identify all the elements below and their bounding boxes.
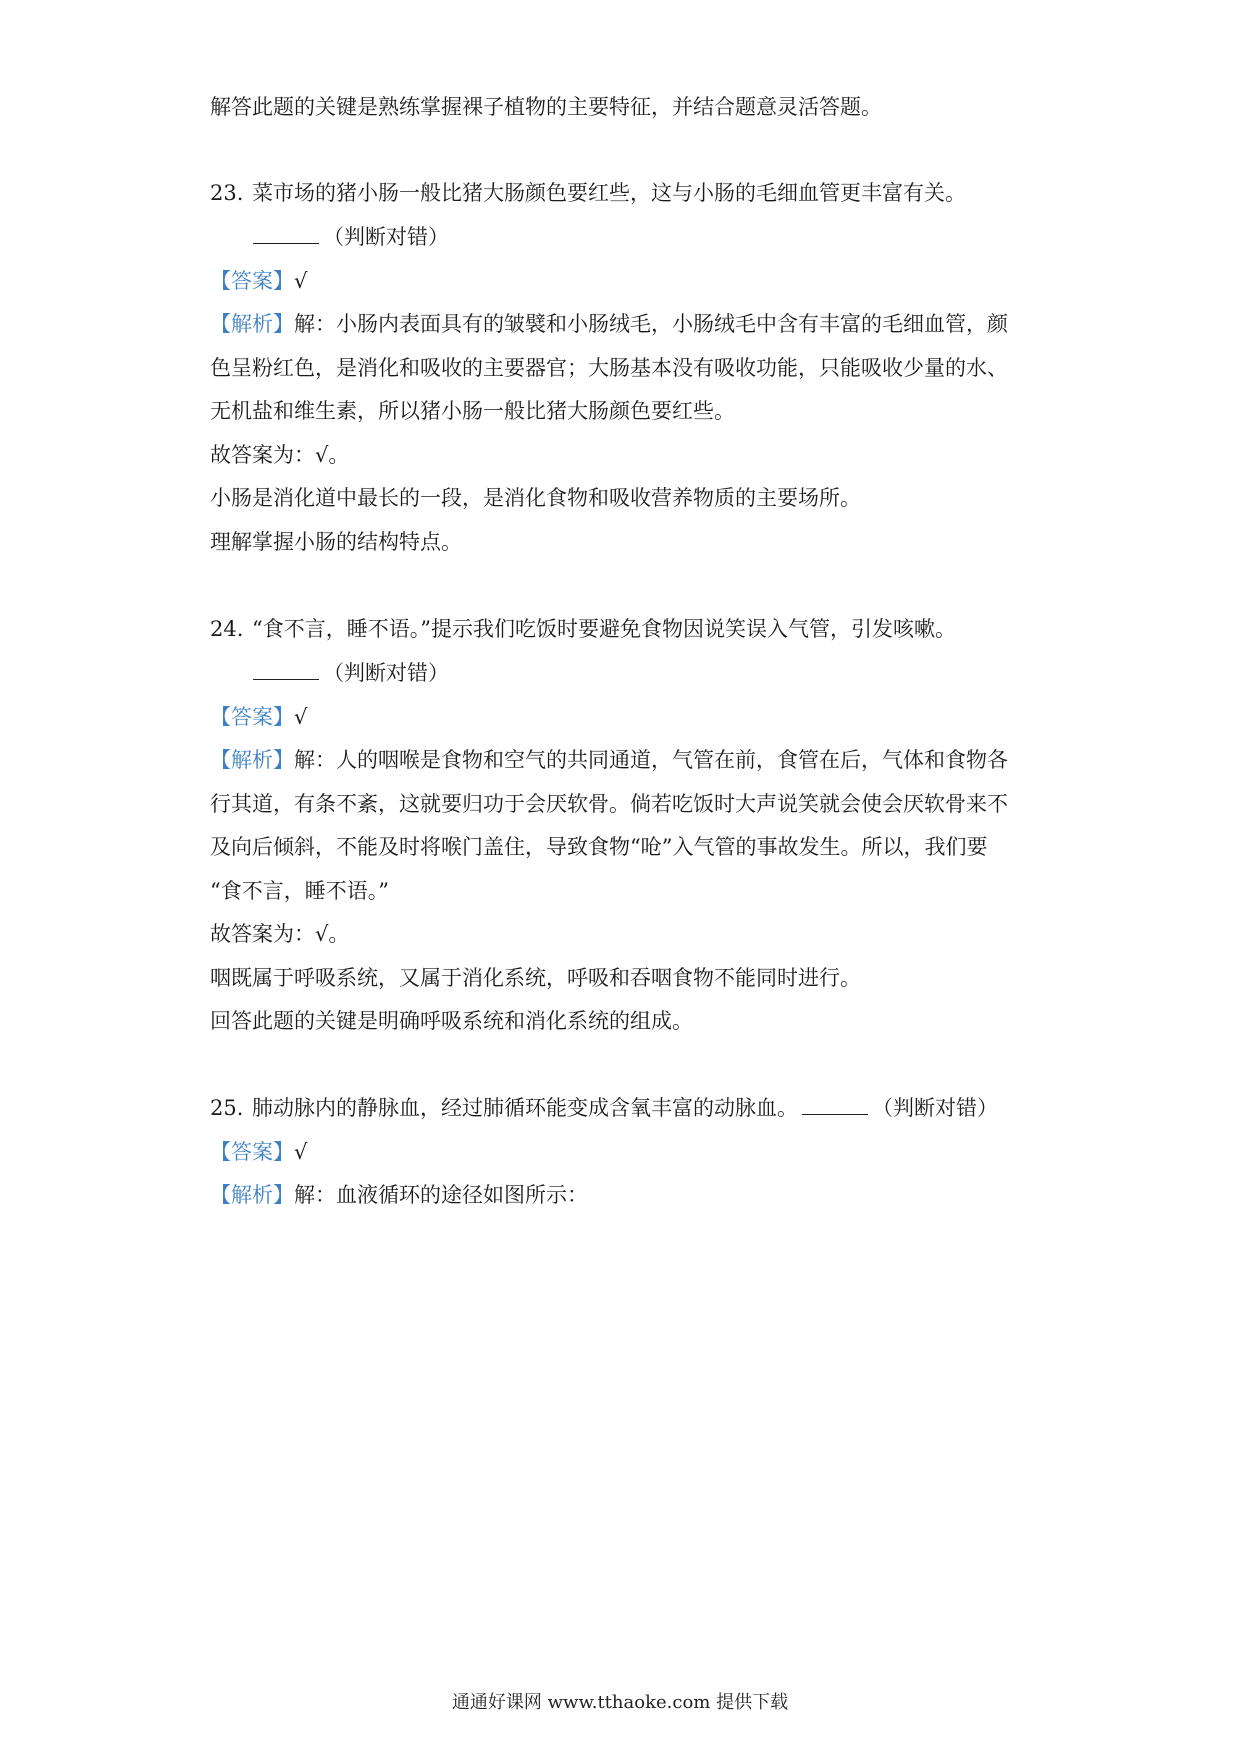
answer-tag: 【答案】 (210, 269, 294, 293)
note-23-1: 小肠是消化道中最长的一段，是消化食物和吸收营养物质的主要场所。 (210, 486, 861, 510)
question-23-blank-line (253, 222, 1093, 252)
answer-blank (253, 659, 319, 680)
answer-24 (210, 702, 1050, 732)
analysis-tag: 【解析】 (210, 748, 294, 772)
analysis-text: 解：人的咽喉是食物和空气的共同通道，气管在前，食管在后，气体和食物各 (294, 748, 1008, 772)
answer-23 (210, 266, 1050, 296)
question-24-blank-line (253, 658, 1093, 688)
answer-value: √ (294, 705, 308, 729)
page-footer: 通通好课网 www.tthaoke.com 提供下载 (451, 1692, 789, 1713)
analysis-23-line-1 (210, 309, 1050, 339)
answer-tag: 【答案】 (210, 705, 294, 729)
question-text: “食不言，睡不语。”提示我们吃饭时要避免食物因说笑误入气管，引发咳嗽。 (252, 617, 956, 641)
answer-blank (253, 223, 319, 244)
question-number: 23. (210, 181, 244, 205)
analysis-23-line-3: 无机盐和维生素，所以猪小肠一般比猪大肠颜色要红些。 (210, 399, 735, 423)
analysis-24-line-2: 行其道，有条不紊，这就要归功于会厌软骨。倘若吃饭时大声说笑就会使会厌软骨来不 (210, 792, 1008, 816)
intro-text: 解答此题的关键是熟练掌握裸子植物的主要特征，并结合题意灵活答题。 (210, 95, 882, 119)
analysis-tag: 【解析】 (210, 1183, 294, 1207)
question-text: 菜市场的猪小肠一般比猪大肠颜色要红些，这与小肠的毛细血管更丰富有关。 (252, 181, 966, 205)
note-24-1: 咽既属于呼吸系统，又属于消化系统，呼吸和吞咽食物不能同时进行。 (210, 966, 861, 990)
question-23 (210, 178, 1050, 208)
note-24-2: 回答此题的关键是明确呼吸系统和消化系统的组成。 (210, 1009, 693, 1033)
analysis-text: 解：小肠内表面具有的皱襞和小肠绒毛，小肠绒毛中含有丰富的毛细血管，颜 (294, 312, 1008, 336)
question-number: 24. (210, 617, 244, 641)
analysis-25-line-1 (210, 1180, 1050, 1210)
analysis-23-line-2: 色呈粉红色，是消化和吸收的主要器官；大肠基本没有吸收功能，只能吸收少量的水、 (210, 356, 1008, 380)
question-text: 肺动脉内的静脉血，经过肺循环能变成含氧丰富的动脉血。 (252, 1096, 798, 1120)
answer-value: √ (294, 1140, 308, 1164)
conclusion-24: 故答案为：√。 (210, 922, 350, 946)
answer-25 (210, 1137, 1050, 1167)
judge-label: （判断对错） (323, 225, 449, 249)
answer-tag: 【答案】 (210, 1140, 294, 1164)
question-25 (210, 1093, 1050, 1123)
analysis-text: 解：血液循环的途径如图所示： (294, 1183, 588, 1207)
analysis-24-line-1 (210, 745, 1050, 775)
analysis-24-line-3: 及向后倾斜，不能及时将喉门盖住，导致食物“呛”入气管的事故发生。所以，我们要 (210, 835, 988, 859)
answer-blank (802, 1094, 868, 1115)
answer-value: √ (294, 269, 308, 293)
analysis-24-line-4: “食不言，睡不语。” (210, 879, 389, 903)
question-number: 25. (210, 1096, 244, 1120)
judge-label: （判断对错） (872, 1096, 998, 1120)
analysis-tag: 【解析】 (210, 312, 294, 336)
question-24 (210, 614, 1050, 644)
judge-label: （判断对错） (323, 661, 449, 685)
note-23-2: 理解掌握小肠的结构特点。 (210, 530, 462, 554)
conclusion-23: 故答案为：√。 (210, 443, 350, 467)
